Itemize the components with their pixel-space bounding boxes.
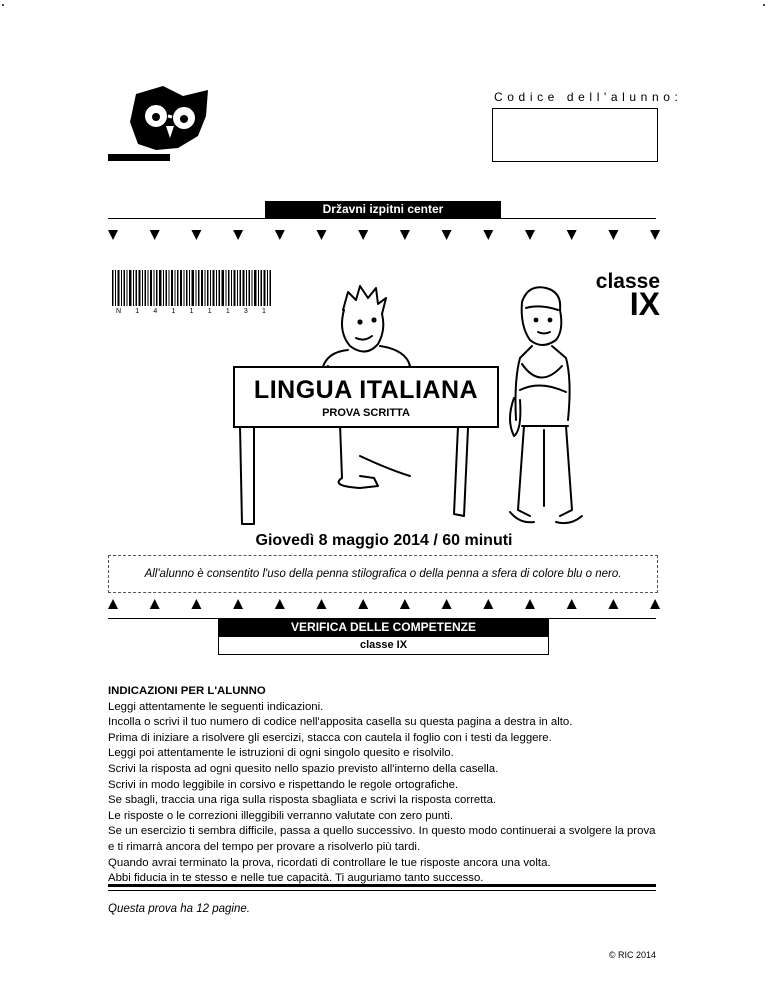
- instruction-line: Incolla o scrivi il tuo numero di codice nell'apposita casella su questa pagina a destra in alto.: [108, 716, 573, 729]
- instruction-line: Scrivi la risposta ad ogni quesito nello spazio previsto all'interno della casella.: [108, 762, 499, 775]
- instruction-line: Quando avrai terminato la prova, ricordati di controllare le tue risposte ancora una volta.: [108, 856, 551, 869]
- subject-subtitle: PROVA SCRITTA: [322, 407, 410, 419]
- instruction-line: Scrivi in modo leggibile in corsivo e rispettando le regole ortografiche.: [108, 778, 459, 791]
- triangle-down-row: [108, 230, 662, 242]
- barcode-digit: N: [116, 308, 122, 315]
- barcode-digit: 1: [135, 308, 140, 315]
- instruction-line: Le risposte o le correzioni illeggibili verranno valutate con zero punti.: [108, 809, 454, 822]
- student-code-box[interactable]: [492, 108, 658, 162]
- owl-logo-icon: [108, 86, 218, 162]
- crop-mark: [2, 4, 4, 6]
- allowed-note: All'alunno è consentito l'uso della penna stilografica o della penna a sfera di colore blu o nero.: [144, 568, 622, 580]
- institution-band: Državni izpitni center: [265, 201, 501, 219]
- instruction-line: Se un esercizio ti sembra difficile, passa a quello successivo. In questo modo continuerai a svolgere la prova: [108, 825, 656, 838]
- grade-label: classe: [595, 270, 660, 293]
- instruction-line: Leggi poi attentamente le istruzioni di ogni singolo quesito e risolvilo.: [108, 747, 454, 760]
- instruction-line: Prima di iniziare a risolvere gli esercizi, stacca con cautela il foglio con i testi da leggere.: [108, 731, 552, 744]
- instruction-line: e ti rimarrà ancora del tempo per provare a risolverlo più tardi.: [108, 840, 421, 853]
- divider: [108, 218, 656, 219]
- barcode-digit: 1: [225, 308, 230, 315]
- verification-title: VERIFICA DELLE COMPETENZE: [218, 619, 549, 636]
- barcode-digit: 3: [243, 308, 248, 315]
- divider: [108, 884, 656, 887]
- divider: [108, 890, 656, 891]
- instructions: [108, 684, 668, 887]
- copyright: © RIC 2014: [608, 950, 656, 960]
- instruction-line: Se sbagli, traccia una riga sulla risposta sbagliata e scrivi la risposta corretta.: [108, 794, 497, 807]
- barcode-digit: 1: [262, 308, 266, 315]
- instructions-title: INDICAZIONI PER L'ALUNNO: [108, 685, 266, 697]
- subject-title: LINGUA ITALIANA: [253, 376, 479, 404]
- pages-note: Questa prova ha 12 pagine.: [108, 903, 250, 915]
- barcode-digit: 4: [153, 308, 158, 315]
- barcode-digit: 1: [171, 308, 176, 315]
- verification-grade: classe IX: [218, 636, 549, 655]
- instruction-line: Leggi attentamente le seguenti indicazioni.: [108, 700, 324, 713]
- barcode-digit: 1: [189, 308, 194, 315]
- instruction-line: Abbi fiducia in te stesso e nelle tue capacità. Ti auguriamo tanto successo.: [108, 872, 484, 885]
- triangle-up-row: [108, 599, 662, 611]
- student-code-label: Codice dell'alunno:: [494, 90, 683, 104]
- barcode-digit: 1: [207, 308, 212, 315]
- subject-sign: [233, 366, 499, 428]
- crop-mark: [763, 4, 765, 6]
- exam-date: Giovedì 8 maggio 2014 / 60 minuti: [255, 532, 513, 549]
- grade-value: IX: [629, 286, 660, 322]
